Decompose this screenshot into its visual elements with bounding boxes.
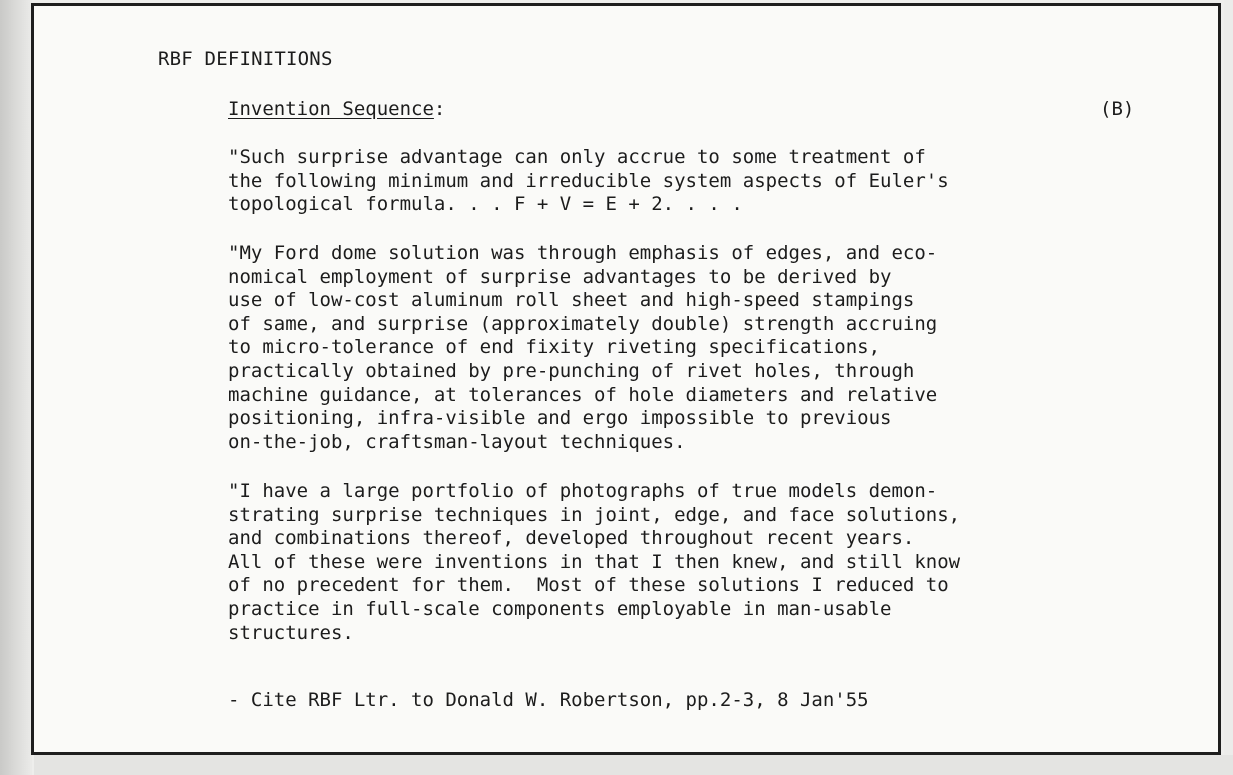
- quote-paragraph-3: "I have a large portfolio of photographs of true models demon- strating surprise techniques in joint, edge, and face solutions, and combinations thereof, developed throughout recent years. All of these were inventions in that I then knew, and still know of no precedent for them. Most of these solutions I reduced to practice in full-scale components employable in man-usable structures.: [228, 480, 961, 644]
- section-title-text: Invention Sequence: [228, 98, 434, 120]
- scan-margin-right: [1224, 0, 1233, 775]
- citation: - Cite RBF Ltr. to Donald W. Robertson, pp.2-3, 8 Jan'55: [228, 689, 869, 711]
- scan-margin-left: [0, 0, 32, 775]
- section-title-colon: :: [433, 98, 446, 120]
- section-marker: (B): [1100, 98, 1135, 120]
- section-title: [228, 98, 445, 120]
- scan-margin-bottom: [34, 755, 1233, 775]
- quote-paragraph-2: "My Ford dome solution was through emphasis of edges, and eco- nomical employment of surprise advantages to be derived by use of low-cost aluminum roll sheet and high-speed stampings of same, and surprise (approximately double) strength accruing to micro-tolerance of end fixity riveting specifications, practically obtained by pre-punching of rivet holes, through machine guidance, at tolerances of hole diameters and relative positioning, infra-visible and ergo impossible to previous on-the-job, craftsman-layout techniques.: [228, 242, 938, 453]
- quote-paragraph-1: "Such surprise advantage can only accrue to some treatment of the following minimum and irreducible system aspects of Euler's topological formula. . . F + V = E + 2. . . .: [228, 146, 949, 216]
- document-header: RBF DEFINITIONS: [158, 48, 333, 70]
